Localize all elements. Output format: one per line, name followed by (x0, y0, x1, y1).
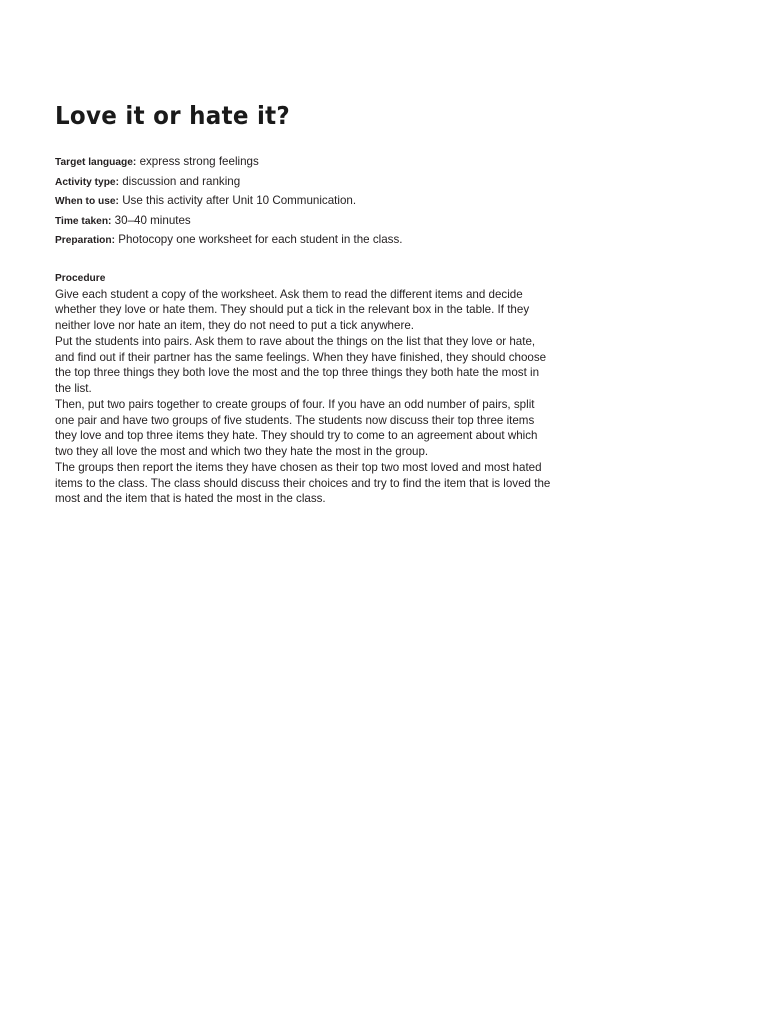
detail-activity-type (55, 173, 555, 193)
detail-label: Preparation: (55, 235, 116, 247)
procedure-body (55, 287, 555, 507)
detail-value: express strong feelings (139, 155, 259, 168)
procedure-paragraph: Then, put two pairs together to create groups of four. If you have an odd number of pairs, split one pair and have two groups of five students. The students now discuss their top three items they love and top three items they hate. They should try to come to an agreement about which two they all love the most and which two they hate the most in the group. (55, 398, 538, 458)
detail-preparation (55, 231, 555, 251)
detail-when-to-use (55, 192, 555, 212)
detail-target-language (55, 153, 555, 173)
procedure-heading: Procedure (55, 272, 106, 284)
worksheet-page (55, 96, 555, 508)
page-title: Love it or hate it? (55, 101, 291, 130)
detail-value: 30–40 minutes (114, 213, 191, 227)
detail-time-taken (55, 212, 555, 232)
detail-label: Activity type: (55, 176, 119, 188)
detail-value: Photocopy one worksheet for each student in the class. (118, 233, 403, 247)
detail-label: Time taken: (55, 215, 112, 227)
procedure-paragraph: Give each student a copy of the worksheet. Ask them to read the different items and decide whether they love or hate them. They should put a tick in the relevant box in the table. If they neither love nor hate an item, they do not need to put a tick anywhere. (55, 287, 530, 332)
procedure-paragraph: Put the students into pairs. Ask them to rave about the things on the list that they love or hate, and find out if their partner has the same feelings. When they have finished, they should choose the top three things they both love the most and the top three things they both hate the most in the list. (55, 335, 547, 395)
detail-value: discussion and ranking (122, 174, 241, 188)
detail-label: Target language: (55, 157, 137, 168)
detail-label: When to use: (55, 196, 119, 208)
activity-details (55, 153, 555, 251)
procedure-paragraph: The groups then report the items they have chosen as their top two most loved and most hated items to the class. The class should discuss their choices and try to find the item that is loved the most and the item that is hated the most in the class. (55, 461, 551, 506)
detail-value: Use this activity after Unit 10 Communication. (122, 194, 357, 208)
